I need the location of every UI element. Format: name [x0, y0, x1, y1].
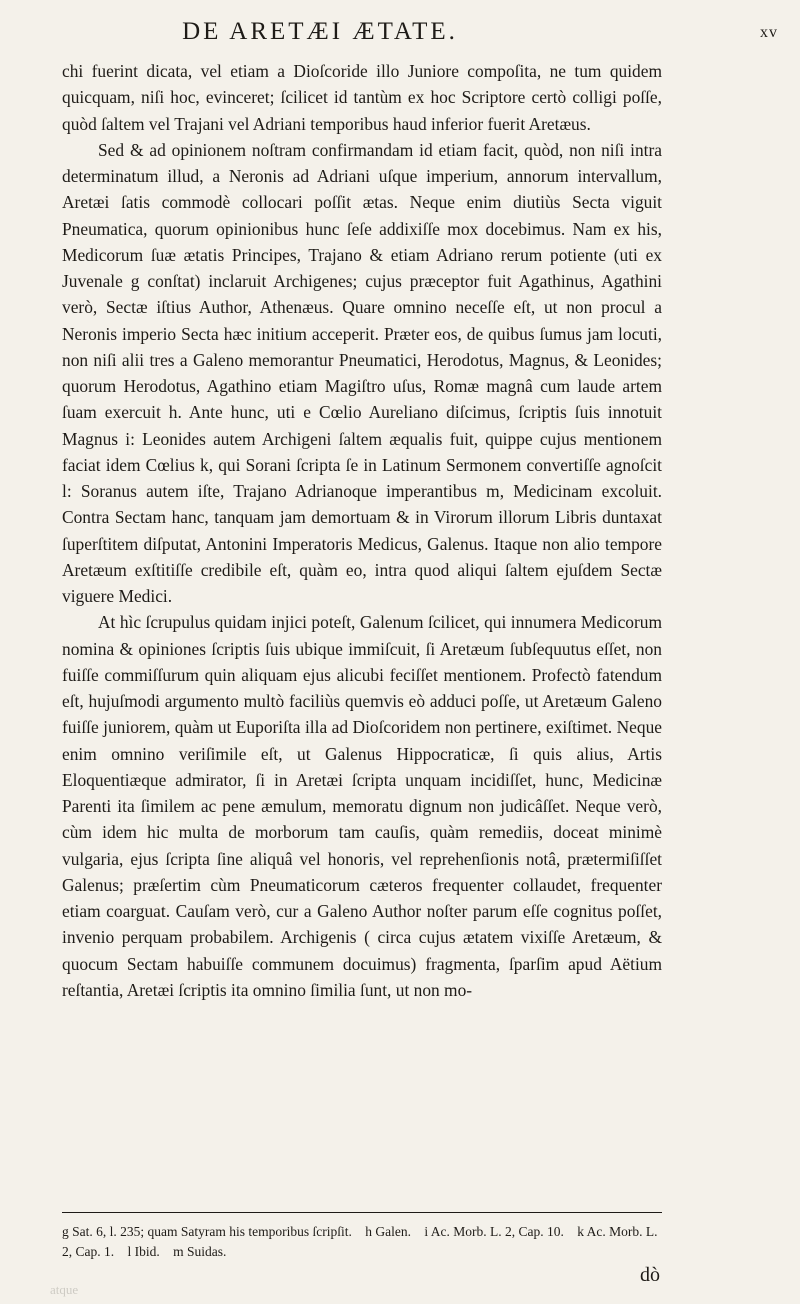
body-text [62, 58, 662, 1003]
running-head [0, 14, 800, 48]
paragraph-1: chi fuerint dicata, vel etiam a Dioſcoride illo Juniore compoſita, ne tum quidem quicquam, niſi hoc, evinceret; ſcilicet id tantùm ex hoc Scriptore certò colligi poſſe, quòd ſaltem vel Trajani vel Adriani temporibus haud inferior fuerit Aretæus. [62, 61, 662, 134]
footnote-m: m Suidas. [173, 1244, 227, 1259]
footnote-i: i Ac. Morb. L. 2, Cap. 10. [424, 1224, 564, 1239]
footnote-k: k Ac. Morb. L. 2, Cap. 1. [62, 1224, 658, 1259]
footnote-h: h Galen. [365, 1224, 411, 1239]
bleed-through-text: atque [50, 1282, 79, 1297]
footnote-rule [62, 1212, 662, 1213]
footnote-g: g Sat. 6, l. 235; quam Satyram his temporibus ſcripſit. [62, 1224, 352, 1239]
page-number: xv [760, 24, 778, 41]
running-title: DE ARETÆI ÆTATE. [182, 18, 458, 45]
paragraph-2: Sed & ad opinionem noſtram confirmandam id etiam facit, quòd, non niſi intra determinatum illud, a Neronis ad Adriani uſque imperium, annorum intervallum, Aretæi ſatis commodè collocari poſſit ætas. Neque enim diutiùs Secta viguit Pneumatica, quorum opinionibus hunc ſeſe addixiſſe mox docebimus. Nam ex his, Medicorum ſuæ ætatis Principes, Trajano & etiam Adriano rerum potiente (uti ex Juvenale g conſtat) inclaruit Archigenes; cujus præceptor fuit Agathinus, Agathini verò, Sectæ iſtius Author, Athenæus. Quare omnino neceſſe eſt, ut non procul a Neronis imperio Secta hæc initium acceperit. Præter eos, de quibus ſumus jam locuti, non niſi alii tres a Galeno memorantur Pneumatici, Herodotus, Magnus, & Leonides; quorum Herodotus, Agathino etiam Magiſtro uſus, Romæ magnâ cum laude artem ſuam exercuit h. Ante hunc, uti e Cœlio Aureliano diſcimus, ſcriptis ſuis innotuit Magnus i: Leonides autem Archigeni ſaltem æqualis fuit, quippe cujus mentionem faciat idem Cœlius k, qui Sorani ſcripta ſe in Latinum Sermonem convertiſſe agnoſcit l: Soranus autem iſte, Trajano Adrianoque imperantibus m, Medicinam excoluit. Contra Sectam hanc, tanquam jam demortuam & in Virorum illorum Libris duntaxat ſuperſtitem diſputat, Antonini Imperatoris Medicus, Galenus. Itaque non alio tempore Aretæum exſtitiſſe credibile eſt, quàm eo, intra quod aliqui ſaltem ejuſdem Sectæ viguere Medici. [62, 139, 662, 606]
catchword: dò [640, 1264, 660, 1286]
footnote-l: l Ibid. [127, 1244, 160, 1259]
paragraph-3: At hìc ſcrupulus quidam injici poteſt, Galenum ſcilicet, qui innumera Medicorum nomina & opiniones ſcriptis ſuis ubique immiſcuit, ſi Aretæum ſubſequutus eſſet, non fuiſſe commiſſurum quin aliquam ejus alicubi feciſſet mentionem. Profectò fatendum eſt, hujuſmodi argumento multò faciliùs quemvis eò adduci poſſe, ut Aretæum Galeno fuiſſe juniorem, quàm ut Euporiſta illa ad Dioſcoridem non pertinere, exiſtimet. Neque enim omnino veriſimile eſt, ut Galenus Hippocraticæ, ſi quis alius, Artis Eloquentiæque admirator, ſi in Aretæi ſcripta unquam incidiſſet, hunc, Medicinæ Parenti ita ſimilem ac pene æmulum, memoratu dignum non judicâſſet. Neque verò, cùm idem hic multa de morborum tam cauſis, quàm remediis, doceat minimè vulgaria, ejus ſcripta ſine aliquâ vel honoris, vel reprehenſionis notâ, prætermiſiſſet Galenus; præſertim cùm Pneumaticorum cæteros frequenter collaudet, frequenter etiam coarguat. Cauſam verò, cur a Galeno Author noſter parum eſſe cognitus poſſet, invenio perquam probabilem. Archigenis ( circa cujus ætatem vixiſſe Aretæum, & quocum Sectam habuiſſe communem docuimus) fragmenta, ſparſim apud Aëtium reſtantia, Aretæi ſcriptis ita omnino ſimilia ſunt, ut non mo- [62, 612, 662, 1000]
footnotes [62, 1222, 662, 1262]
